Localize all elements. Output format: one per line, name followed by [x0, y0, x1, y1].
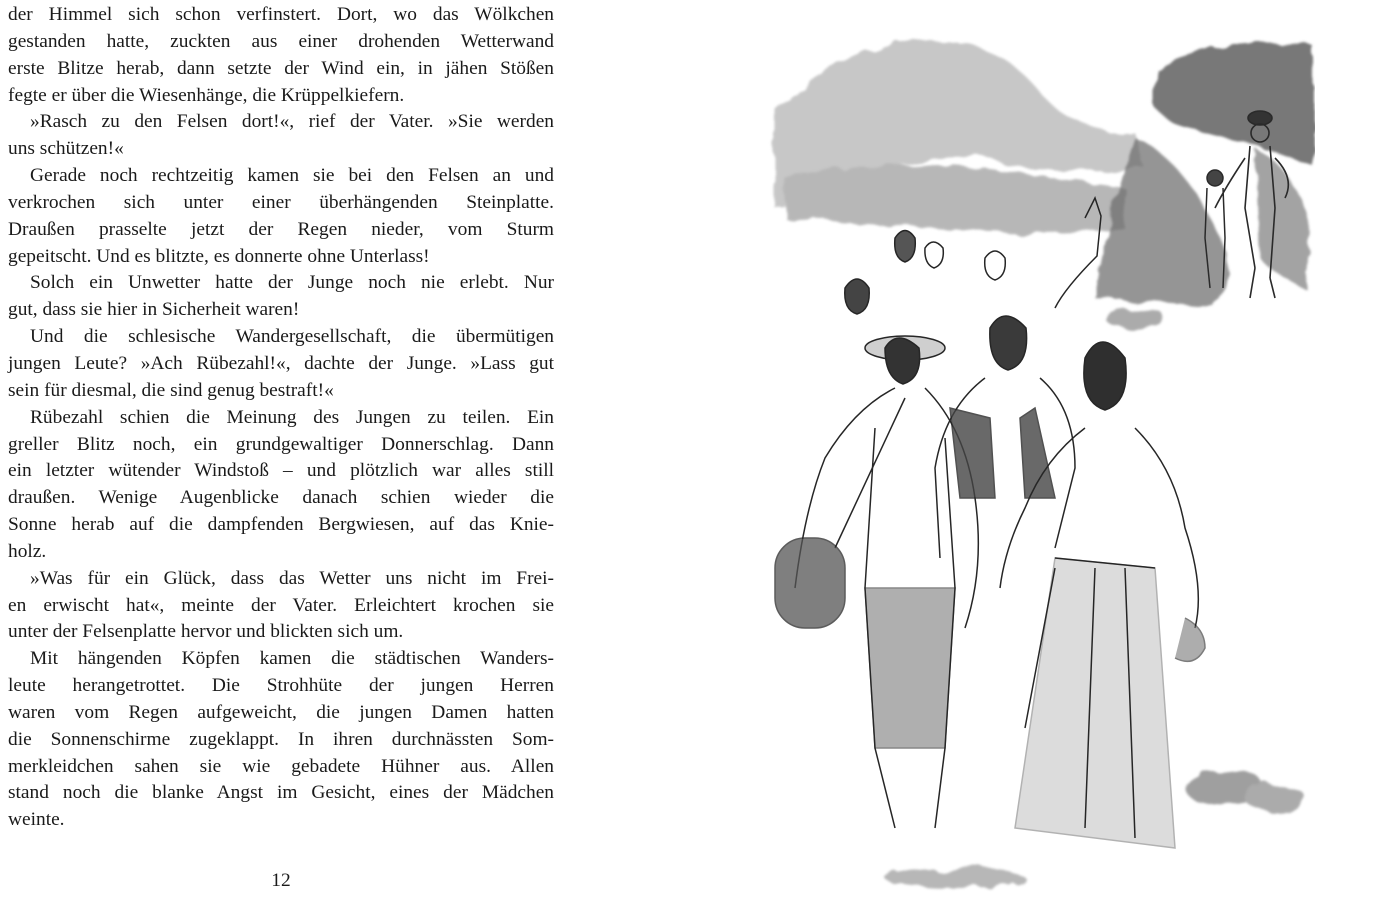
text-line: en erwischt hat«, meinte der Vater. Erleichtert krochen sie	[8, 594, 554, 616]
body-text	[8, 2, 554, 834]
text-line: merkleidchen sahen sie wie gebadete Hühner aus. Allen	[8, 755, 554, 777]
text-line: jungen Leute? »Ach Rübezahl!«, dachte der Junge. »Lass gut	[8, 352, 554, 374]
text-line: stand noch die blanke Angst im Gesicht, eines der Mädchen	[8, 782, 554, 804]
text-line: Rübezahl schien die Meinung des Jungen zu teilen. Ein	[30, 406, 554, 428]
text-line: waren vom Regen aufgeweicht, die jungen Damen hatten	[8, 701, 554, 723]
text-line: Und die schlesische Wandergesellschaft, die übermütigen	[30, 326, 554, 348]
text-line: Mit hängenden Köpfen kamen die städtischen Wanders-	[30, 648, 554, 670]
text-line: holz.	[8, 540, 47, 562]
text-line: gestanden hatte, zuckten aus einer drohenden Wetterwand	[8, 30, 554, 52]
text-line: »Rasch zu den Felsen dort!«, rief der Vater. »Sie werden	[30, 111, 554, 133]
text-line: »Was für ein Glück, dass das Wetter uns nicht im Frei-	[30, 567, 554, 589]
text-line: greller Blitz noch, ein grundgewaltiger Donnerschlag. Dann	[8, 433, 554, 455]
text-line: verkrochen sich unter einer überhängenden Steinplatte.	[8, 191, 554, 213]
text-line: unter der Felsenplatte hervor und blickten sich um.	[8, 621, 404, 643]
text-line: die Sonnenschirme zugeklappt. In ihren durchnässten Som-	[8, 728, 554, 750]
text-line: gepeitscht. Und es blitzte, es donnerte ohne Unterlass!	[8, 245, 430, 267]
text-line: draußen. Wenige Augenblicke danach schien wieder die	[8, 487, 554, 509]
text-line: fegte er über die Wiesenhänge, die Krüppelkiefern.	[8, 84, 405, 106]
text-line: gut, dass sie hier in Sicherheit waren!	[8, 299, 300, 321]
text-line: Sonne herab auf die dampfenden Bergwiesen, auf das Knie-	[8, 514, 554, 536]
ink-wash-illustration-icon	[755, 28, 1315, 903]
text-line: sein für diesmal, die sind genug bestraft!«	[8, 379, 334, 401]
rock-overhang	[1095, 44, 1315, 309]
text-line: leute herangetrottet. Die Strohhüte der jungen Herren	[8, 675, 554, 697]
text-line: uns schützen!«	[8, 138, 124, 160]
mountain-wash	[775, 38, 1145, 233]
text-line: weinte.	[8, 809, 65, 831]
text-line: ein letzter wütender Windstoß – und plötzlich war alles still	[8, 460, 554, 482]
page-number: 12	[271, 870, 291, 891]
text-line: Solch ein Unwetter hatte der Junge noch nie erlebt. Nur	[30, 272, 554, 294]
text-line: Gerade noch rechtzeitig kamen sie bei den Felsen an und	[30, 165, 554, 187]
text-line: der Himmel sich schon verfinstert. Dort, wo das Wölkchen	[8, 4, 554, 25]
text-line: Draußen prasselte jetzt der Regen nieder, vom Sturm	[8, 218, 554, 240]
text-line: erste Blitze herab, dann setzte der Wind ein, in jähen Stößen	[8, 57, 554, 79]
